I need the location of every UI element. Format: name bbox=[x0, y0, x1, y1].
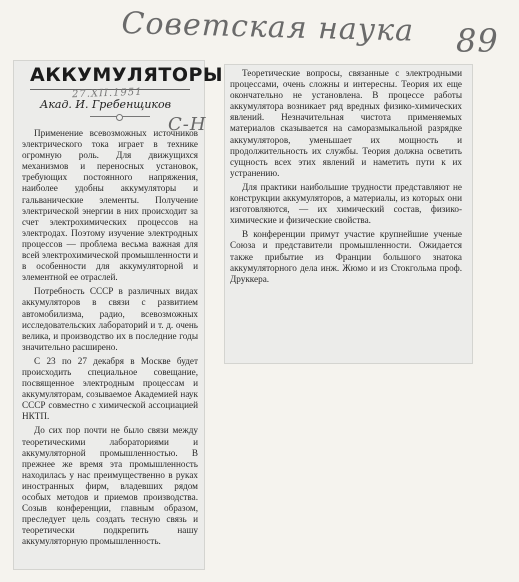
paragraph: Теоретические вопросы, связанные с электродными процессами, очень сложны и интересны. Теория их еще окончательно не установлена. В процессе работы аккумулятора возникает ряд вредных физико-химических явлений. Незначительная чистота применяемых материалов сказывается на саморазмыкальной разрядке аккумуляторов, уменьшает их мощность и продолжительность их службы. Теория должна осветить сущность всех этих явлений и наметить пути к их устранению. bbox=[230, 68, 462, 178]
paragraph: Потребность СССР в различных видах аккумуляторов в связи с развитием автомобилизма, радио, всевозможных исследовательских лабораторий и т. д. очень велика, и производство их в последние годы значительно расширено. bbox=[22, 286, 198, 352]
paragraph: Применение всевозможных источников электрического тока играет в технике огромную роль. Для движущихся механизмов и переносных установок, требующих постоянного напряжения, наиболее удобны аккумуляторы и гальванические элементы. Получение электрической энергии в них происходит за счет электрохимических процессов на электродах. Поэтому изучение электродных процессов — проблема весьма важная для всей электрохимической промышленности и в особенности для аккумуляторной и элементной ее отраслей. bbox=[22, 128, 198, 283]
handwritten-signature: С-Н bbox=[168, 114, 207, 135]
article-column-right bbox=[230, 68, 462, 288]
paragraph: Для практики наибольшие трудности представляют не конструкции аккумуляторов, а материалы, из которых они изготовляются, — их химический состав, физико-химические и физические свойства. bbox=[230, 181, 462, 226]
paragraph: С 23 по 27 декабря в Москве будет происходить специальное совещание, посвященное электродным процессам и аккумуляторам, созываемое Академией наук СССР совместно с химической ассоциацией НКТП. bbox=[22, 355, 198, 422]
ornament-divider bbox=[90, 116, 150, 117]
handwritten-source-title: Советская наука bbox=[121, 6, 415, 49]
paragraph: До сих пор почти не было связи между теоретическими лабораториями и аккумуляторной промышленностью. В прежнее же время эта промышленность находилась у нас преимущественно в руках иностранных фирм, владевших рядом особых методов и приемов производства. Созыв конференции, главным образом, преследует цель создать тесную связь и теоретически подкрепить нашу аккумуляторную промышленность. bbox=[22, 425, 198, 547]
handwritten-page-number: 89 bbox=[456, 22, 499, 60]
article-headline: АККУМУЛЯТОРЫ bbox=[30, 64, 224, 86]
handwritten-date: 27.XII.1951 bbox=[71, 86, 143, 101]
article-column-left bbox=[22, 128, 198, 550]
paragraph: В конференции примут участие крупнейшие ученые Союза и представители промышленности. Ожидается также прибытие из Франции большого знатока аккумуляторного дела инж. Жюмо и из Стокгольма проф. Друккера. bbox=[230, 229, 462, 284]
article-byline: Акад. И. Гребенщиков bbox=[40, 98, 172, 111]
